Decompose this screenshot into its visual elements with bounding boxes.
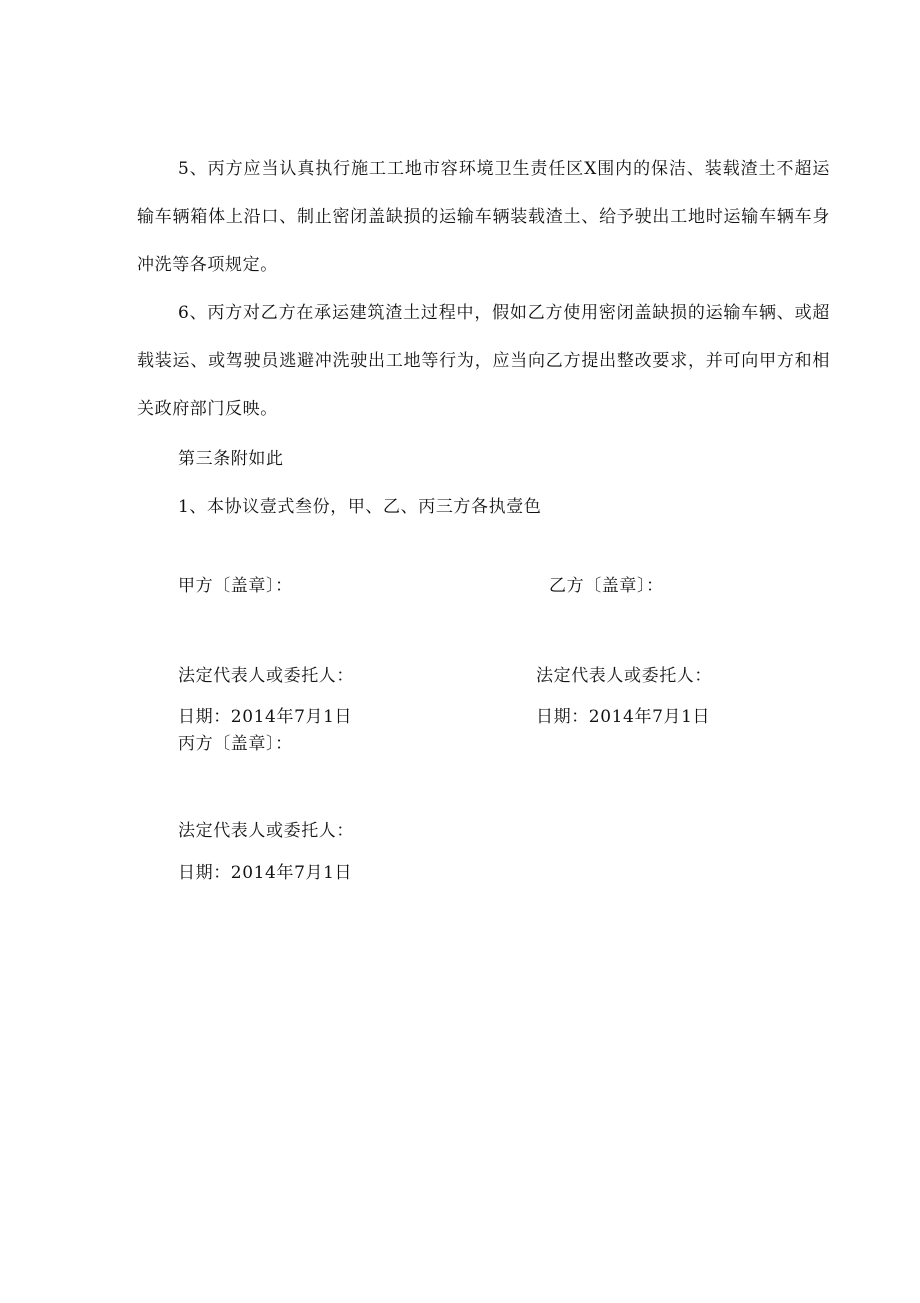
- party-a-seal: 甲方〔盖章〕：: [178, 576, 293, 596]
- party-a-date: 日期：2014年7月1日: [178, 707, 353, 727]
- party-b-representative: 法定代表人或委托人：: [536, 666, 712, 686]
- party-a-representative: 法定代表人或委托人：: [178, 666, 354, 686]
- clause-item-6: 6、丙方对乙方在承运建筑渣土过程中，假如乙方使用密闭盖缺损的运输车辆、或超载装运、或驾驶员逃避冲洗驶出工地等行为，应当向乙方提出整改要求，并可向甲方和相关政府部门反映。: [137, 303, 830, 419]
- article-3-item-1: 1、本协议壹式叁份，甲、乙、丙三方各执壹色: [178, 497, 542, 517]
- party-b-date: 日期：2014年7月1日: [536, 707, 711, 727]
- party-c-representative: 法定代表人或委托人：: [178, 821, 354, 841]
- article-3-heading: 第三条附如此: [178, 449, 284, 469]
- party-b-seal: 乙方〔盖章〕：: [549, 576, 664, 596]
- party-c-seal: 丙方〔盖章〕：: [178, 734, 293, 754]
- party-c-date: 日期：2014年7月1日: [178, 863, 353, 883]
- clause-item-5: 5、丙方应当认真执行施工工地市容环境卫生责任区X围内的保洁、装载渣土不超运输车辆箱体上沿口、制止密闭盖缺损的运输车辆装载渣土、给予驶出工地时运输车辆车身冲洗等各项规定。: [137, 159, 830, 275]
